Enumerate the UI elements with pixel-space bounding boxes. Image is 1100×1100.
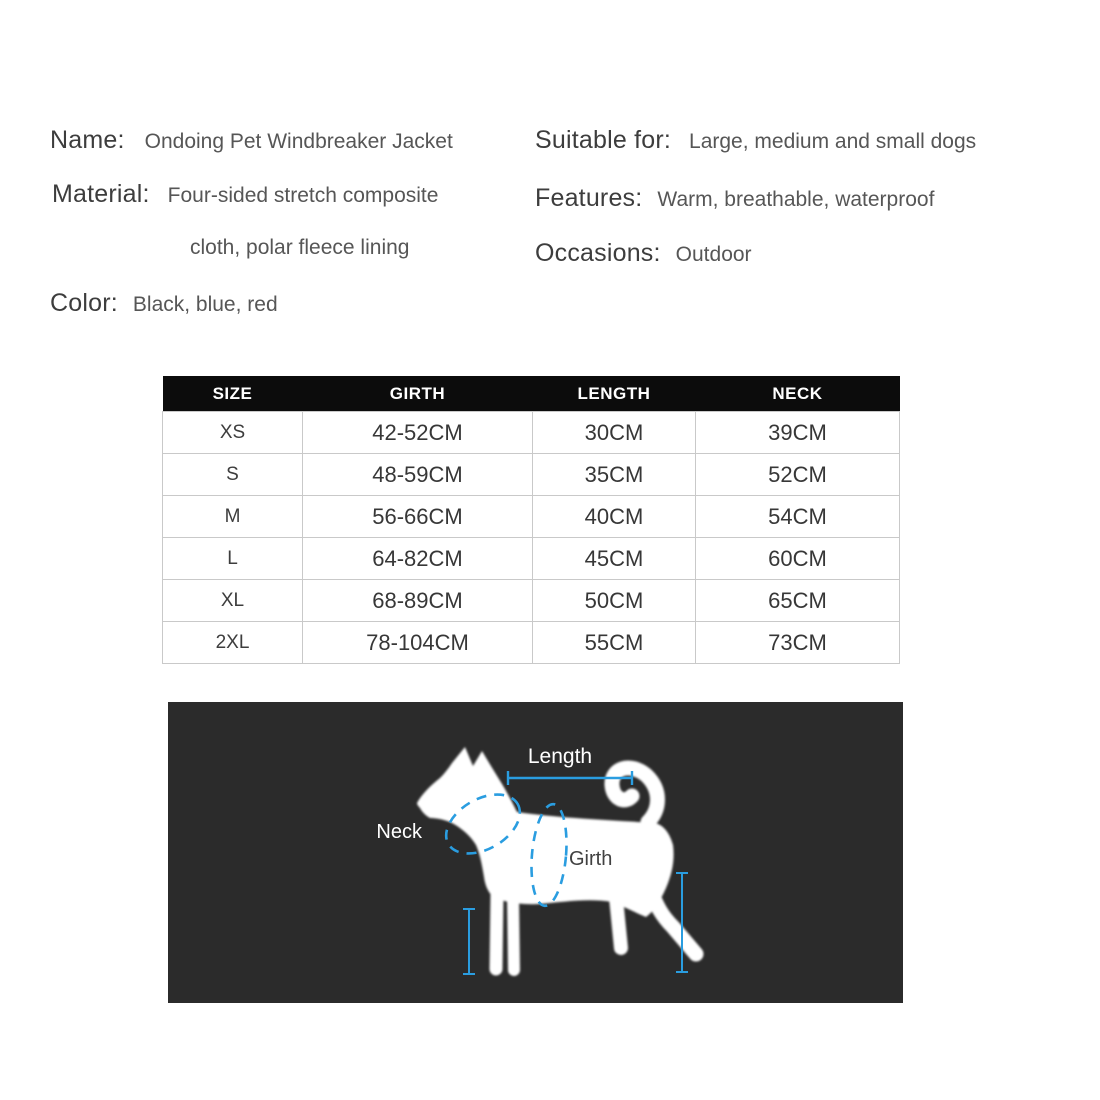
features-row xyxy=(535,184,934,213)
dog-front-leg xyxy=(513,896,514,970)
cell-girth: 68-89CM xyxy=(303,580,533,622)
cell-length: 45CM xyxy=(533,538,696,580)
cell-size: 2XL xyxy=(163,622,303,664)
cell-girth: 48-59CM xyxy=(303,454,533,496)
header-neck: NECK xyxy=(696,376,900,412)
color-label: Color: xyxy=(50,289,118,317)
occasions-row xyxy=(535,239,752,268)
product-name-row xyxy=(50,126,453,155)
color-value: Black, blue, red xyxy=(132,293,278,316)
name-label: Name: xyxy=(50,126,125,154)
length-label: Length xyxy=(527,745,593,768)
girth-label: Girth xyxy=(569,848,613,870)
occasions-label: Occasions: xyxy=(535,239,661,267)
name-value: Ondoing Pet Windbreaker Jacket xyxy=(144,130,453,153)
dog-silhouette-icon xyxy=(417,747,696,970)
cell-length: 40CM xyxy=(533,496,696,538)
cell-neck: 73CM xyxy=(696,622,900,664)
features-label: Features: xyxy=(535,184,643,212)
cell-neck: 54CM xyxy=(696,496,900,538)
cell-length: 55CM xyxy=(533,622,696,664)
neck-label: Neck xyxy=(376,821,422,843)
table-row xyxy=(163,538,900,580)
front-height-measure-line xyxy=(463,909,475,974)
cell-girth: 56-66CM xyxy=(303,496,533,538)
material-label: Material: xyxy=(52,180,150,208)
cell-length: 50CM xyxy=(533,580,696,622)
cell-length: 30CM xyxy=(533,412,696,454)
cell-size: XS xyxy=(163,412,303,454)
material-row xyxy=(52,180,438,209)
cell-size: S xyxy=(163,454,303,496)
dog-curled-tail xyxy=(612,768,658,822)
cell-neck: 60CM xyxy=(696,538,900,580)
suitable-for-value: Large, medium and small dogs xyxy=(689,130,977,153)
table-row xyxy=(163,496,900,538)
suitable-for-row xyxy=(535,126,976,155)
cell-girth: 64-82CM xyxy=(303,538,533,580)
suitable-for-label: Suitable for: xyxy=(535,126,672,154)
color-row xyxy=(50,289,278,318)
header-girth: GIRTH xyxy=(303,376,533,412)
header-length: LENGTH xyxy=(533,376,696,412)
dog-front-leg xyxy=(496,894,497,969)
cell-girth: 42-52CM xyxy=(303,412,533,454)
cell-size: L xyxy=(163,538,303,580)
features-value: Warm, breathable, waterproof xyxy=(657,188,935,211)
cell-neck: 52CM xyxy=(696,454,900,496)
material-value-line1: Four-sided stretch composite xyxy=(167,184,439,207)
table-header-row xyxy=(163,376,900,412)
cell-girth: 78-104CM xyxy=(303,622,533,664)
table-row xyxy=(163,454,900,496)
material-row-line2 xyxy=(190,236,409,260)
table-row xyxy=(163,412,900,454)
cell-size: XL xyxy=(163,580,303,622)
dog-hind-leg xyxy=(648,882,696,954)
table-row xyxy=(163,580,900,622)
cell-size: M xyxy=(163,496,303,538)
material-value-line2: cloth, polar fleece lining xyxy=(190,236,410,259)
cell-neck: 39CM xyxy=(696,412,900,454)
table-row xyxy=(163,622,900,664)
measurement-panel xyxy=(168,702,903,1003)
cell-neck: 65CM xyxy=(696,580,900,622)
dog-hind-leg xyxy=(616,898,621,948)
size-chart-table xyxy=(162,376,900,664)
header-size: SIZE xyxy=(163,376,303,412)
occasions-value: Outdoor xyxy=(675,243,752,266)
cell-length: 35CM xyxy=(533,454,696,496)
